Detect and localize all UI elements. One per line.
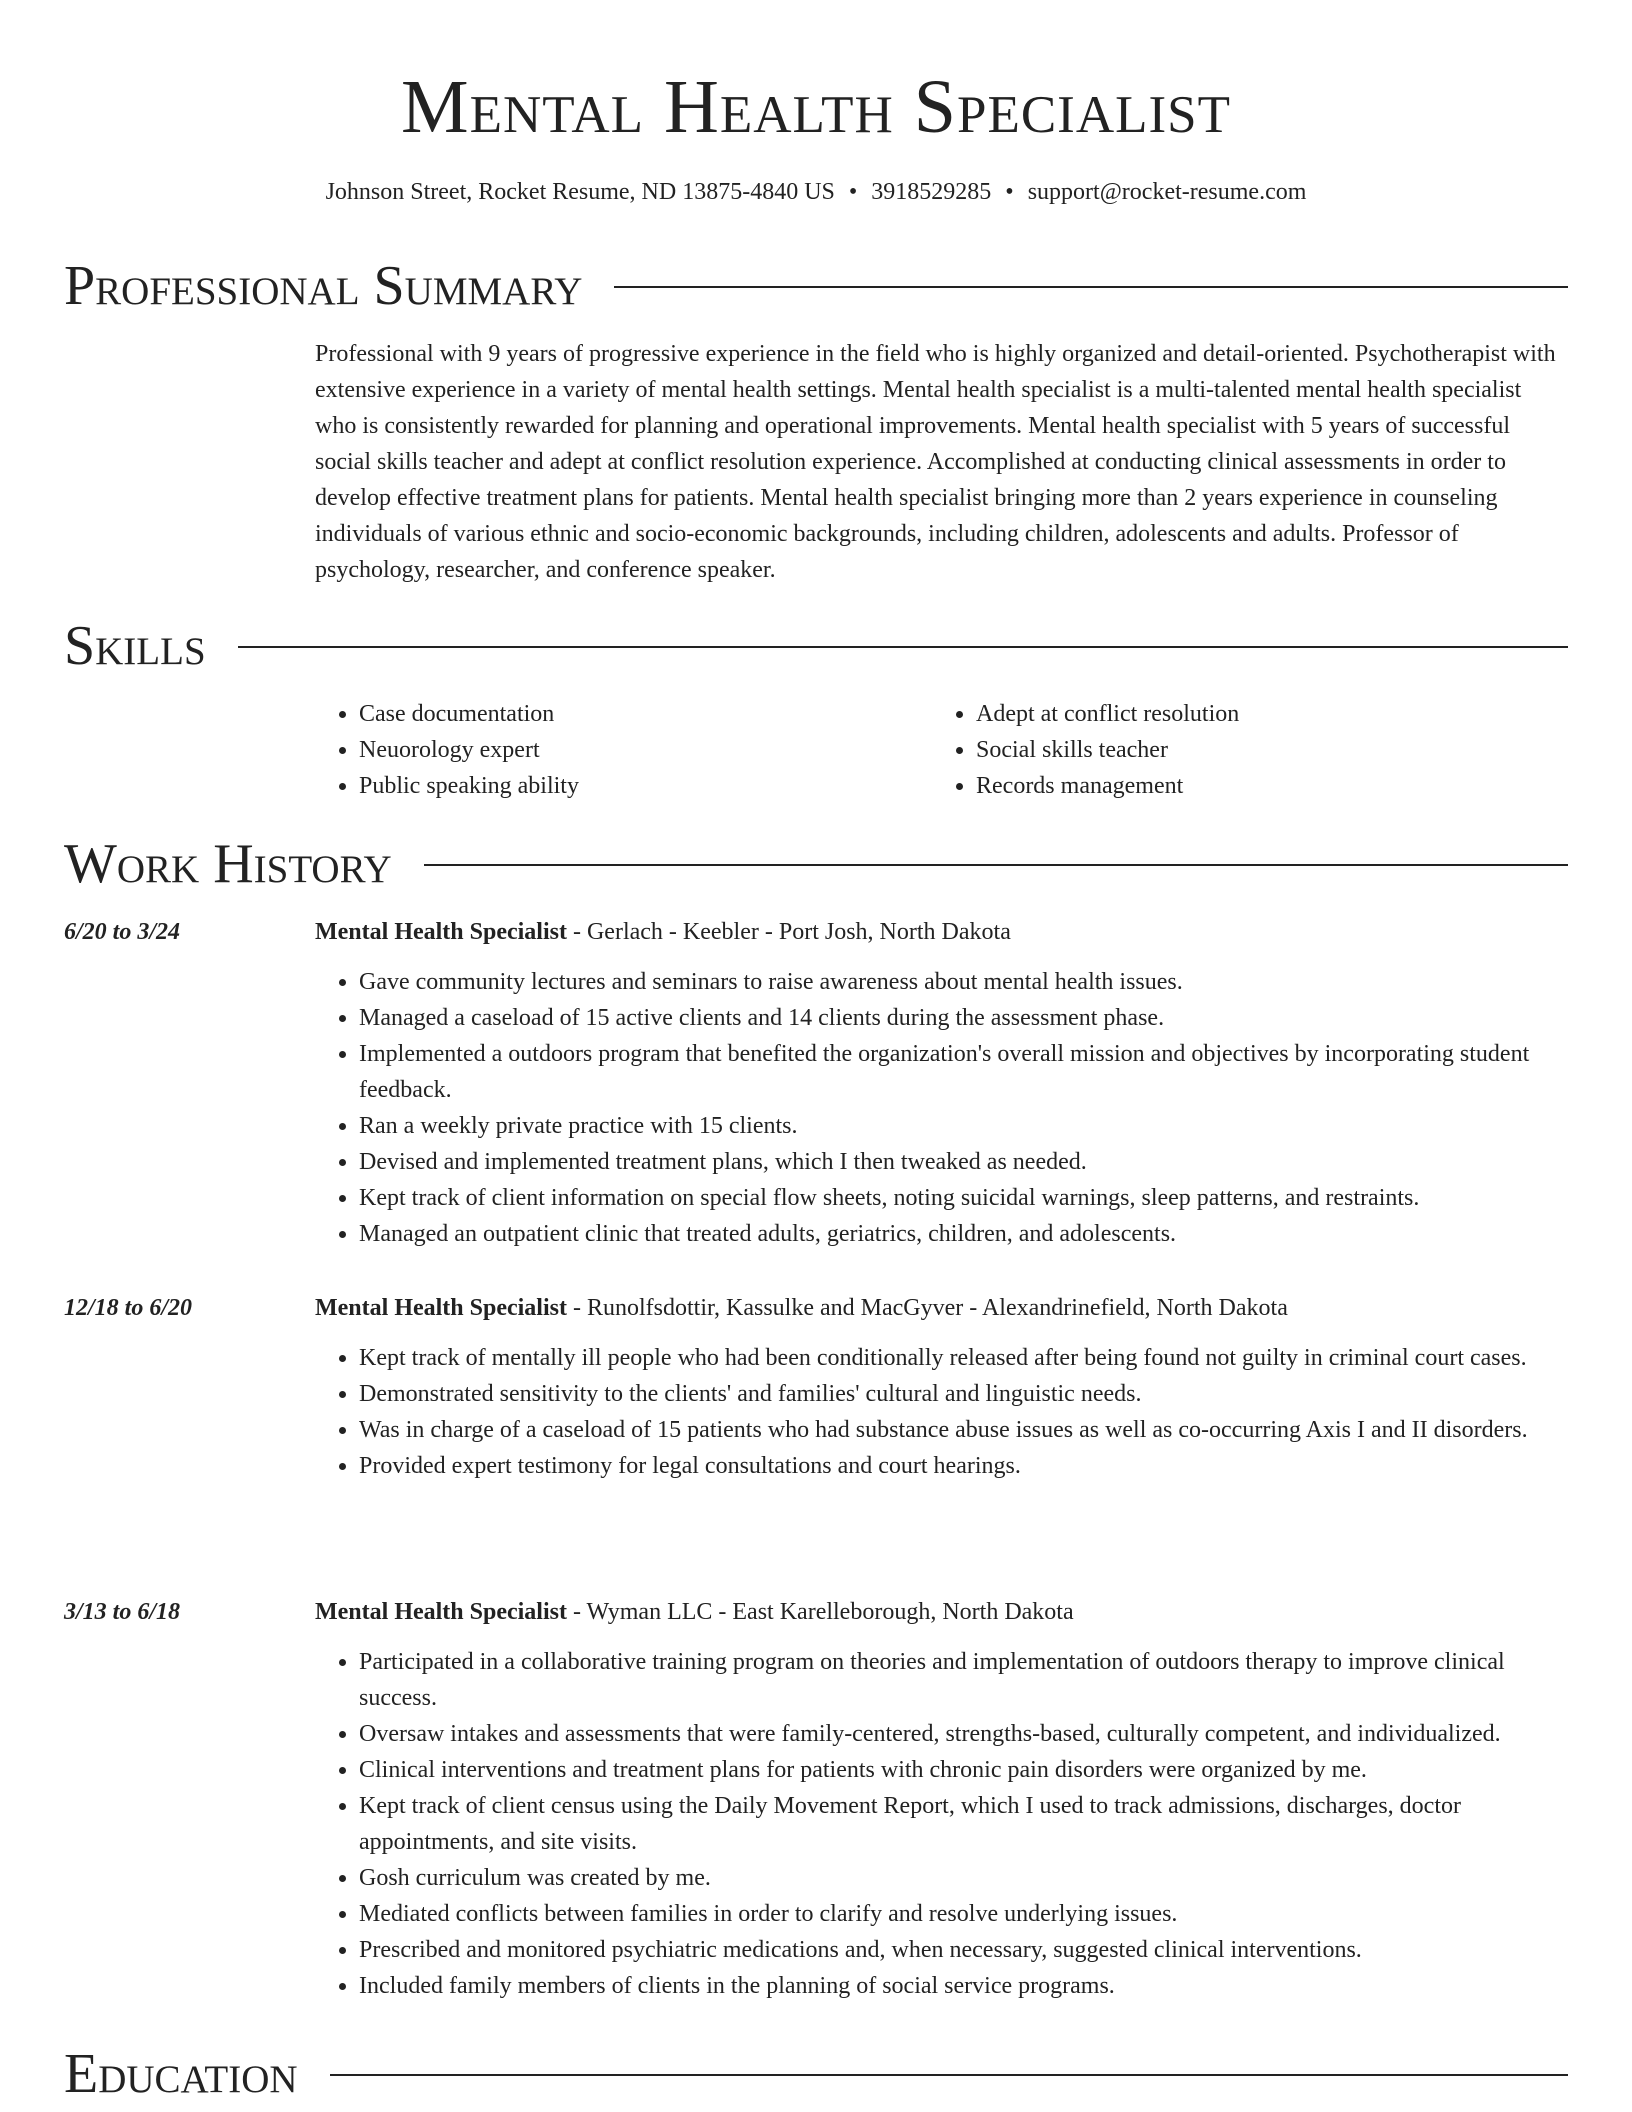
education-title: Education [64,2043,298,2105]
job-bullet: • Participated in a collaborative training program on theories and implementation of outdoors therapy to improve clinical success. [359,1644,1568,1716]
job-bullet: • Gosh curriculum was created by me. [359,1860,1568,1896]
job-bullet: • Included family members of clients in the planning of social service programs. [359,1968,1568,2004]
address: Johnson Street, Rocket Resume, ND 13875-4840 US [325,179,835,205]
section-divider [330,2074,1568,2076]
skills-list [315,696,1568,804]
job-title-line [315,1290,1568,1326]
job-bullets [315,1340,1568,1484]
skill-item: • Records management [976,768,1549,804]
job-role: Mental Health Specialist [315,1599,567,1625]
skills-title: Skills [64,615,206,677]
work-title: Work History [64,833,392,895]
summary-title: Professional Summary [64,255,583,317]
skill-item: • Neuorology expert [359,732,932,768]
skill-item: • Adept at conflict resolution [976,696,1549,732]
job-bullet: • Devised and implemented treatment plans, which I then tweaked as needed. [359,1144,1568,1180]
work-header [64,832,1568,896]
section-divider [238,646,1568,648]
job-bullet: • Demonstrated sensitivity to the clients' and families' cultural and linguistic needs. [359,1376,1568,1412]
job-title-line [315,914,1568,950]
job-bullet: • Managed an outpatient clinic that treated adults, geriatrics, children, and adolescents. [359,1216,1568,1252]
email: support@rocket-resume.com [1027,179,1307,205]
job-dates: 12/18 to 6/20 [64,1295,193,1321]
job-bullet: • Kept track of mentally ill people who had been conditionally released after being found not guilty in criminal court cases. [359,1340,1568,1376]
job-bullet: • Provided expert testimony for legal consultations and court hearings. [359,1448,1568,1484]
job-bullet: • Prescribed and monitored psychiatric medications and, when necessary, suggested clinical interventions. [359,1932,1568,1968]
separator: • [848,179,858,205]
job-bullet: • Ran a weekly private practice with 15 clients. [359,1108,1568,1144]
job-dates: 6/20 to 3/24 [64,919,181,945]
job-title-line [315,1594,1568,1630]
phone: 3918529285 [871,179,992,205]
job-bullet: • Clinical interventions and treatment plans for patients with chronic pain disorders were organized by me. [359,1752,1568,1788]
job-bullet: • Kept track of client information on special flow sheets, noting suicidal warnings, sleep patterns, and restraints. [359,1180,1568,1216]
job-bullet: • Implemented a outdoors program that benefited the organization's overall mission and objectives by incorporating student feedback. [359,1036,1568,1108]
job-dates: 3/13 to 6/18 [64,1599,181,1625]
job-role: Mental Health Specialist [315,919,567,945]
job-employer: - Gerlach - Keebler - Port Josh, North Dakota [566,919,1011,945]
skills-column-right [932,696,1549,804]
separator: • [1005,179,1014,205]
job-employer: - Runolfsdottir, Kassulke and MacGyver - Alexandrinefield, North Dakota [566,1295,1288,1321]
skill-item: • Public speaking ability [359,768,932,804]
section-divider [424,864,1568,866]
contact-line [64,176,1568,208]
skills-column-left [315,696,932,804]
summary-body [315,336,1568,588]
summary-text: Professional with 9 years of progressive experience in the field who is highly organized and detail-oriented. Psychotherapist with extensive experience in a variety of mental health settings. Mental health specialist is a multi-talented mental health specialist who is consistently rewarded for planning and operational improvements. Mental health specialist with 5 years of successful social skills teacher and adept at conflict resolution experience. Accomplished at conducting clinical assessments in order to develop effective treatment plans for patients. Mental health specialist bringing more than 2 years experience in counseling individuals of various ethnic and socio-economic backgrounds, including children, adolescents and adults. Professor of psychology, researcher, and conference speaker. [315,341,1556,583]
education-header [64,2042,1568,2106]
summary-header [64,254,1568,318]
job-bullet: • Gave community lectures and seminars to raise awareness about mental health issues. [359,964,1568,1000]
job-bullet: • Oversaw intakes and assessments that were family-centered, strengths-based, culturally competent, and individualized. [359,1716,1568,1752]
job-bullet: • Mediated conflicts between families in order to clarify and resolve underlying issues. [359,1896,1568,1932]
skill-item: • Case documentation [359,696,932,732]
skills-header [64,614,1568,678]
skill-item: • Social skills teacher [976,732,1549,768]
job-bullet: • Kept track of client census using the Daily Movement Report, which I used to track admissions, discharges, doctor appointments, and site visits. [359,1788,1568,1860]
job-employer: - Wyman LLC - East Karelleborough, North Dakota [566,1599,1074,1625]
candidate-name: Mental Health Specialist [401,65,1231,149]
job-bullets [315,964,1568,1252]
job-bullets [315,1644,1568,2004]
section-divider [614,286,1568,288]
job-bullet: • Was in charge of a caseload of 15 patients who had substance abuse issues as well as co-occurring Axis I and II disorders. [359,1412,1568,1448]
job-bullet: • Managed a caseload of 15 active clients and 14 clients during the assessment phase. [359,1000,1568,1036]
job-role: Mental Health Specialist [315,1295,567,1321]
